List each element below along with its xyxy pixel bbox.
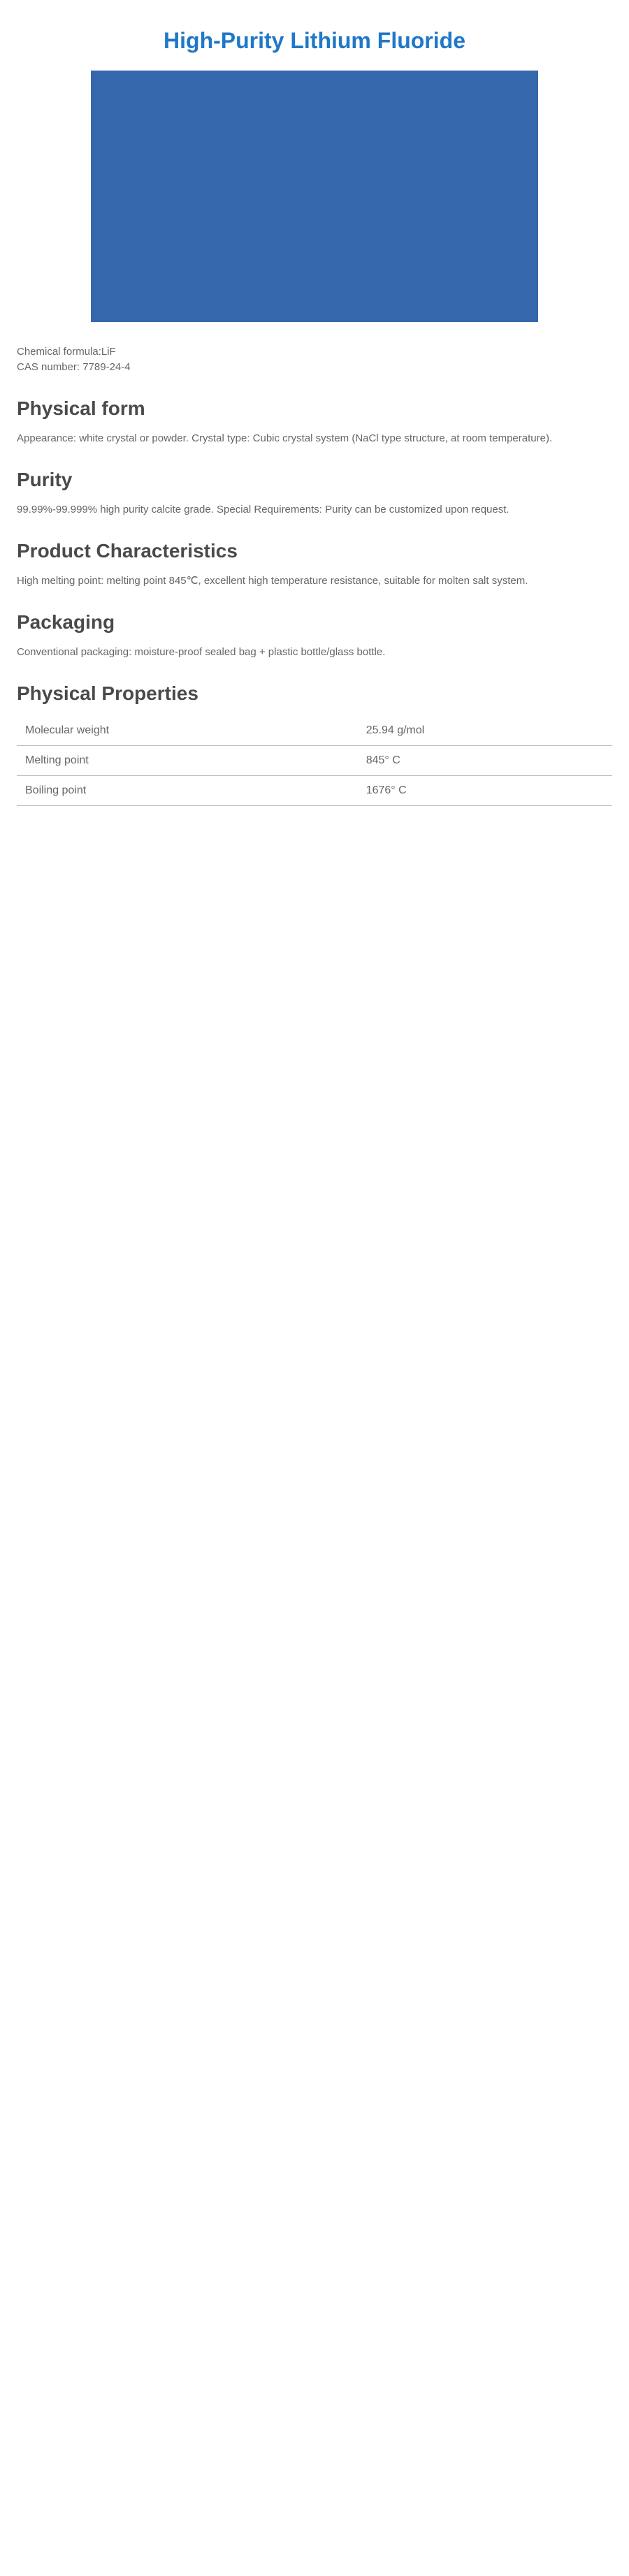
prop-name: Molecular weight (17, 716, 358, 746)
properties-title: Physical Properties (17, 682, 198, 704)
section-heading: Packaging (17, 611, 115, 633)
section-text: Conventional packaging: moisture-proof sealed bag + plastic bottle/glass bottle. (17, 646, 386, 658)
prop-value: 845° C (358, 746, 612, 776)
prop-value: 1676° C (358, 776, 612, 806)
cas-number: CAS number: 7789-24-4 (17, 361, 131, 373)
table-row (17, 746, 612, 776)
sections (17, 397, 612, 660)
section-heading: Physical form (17, 397, 145, 419)
section-text: 99.99%-99.999% high purity calcite grade. Special Requirements: Purity can be customized upon request. (17, 504, 509, 515)
prop-name: Boiling point (17, 776, 358, 806)
table-row (17, 716, 612, 746)
prop-name: Melting point (17, 746, 358, 776)
section-text: Appearance: white crystal or powder. Crystal type: Cubic crystal system (NaCl type structure, at room temperature). (17, 432, 553, 444)
section-heading: Product Characteristics (17, 540, 238, 562)
properties-table (17, 716, 612, 806)
section-heading: Purity (17, 469, 73, 490)
section-text: High melting point: melting point 845℃, excellent high temperature resistance, suitable for molten salt system. (17, 575, 528, 587)
prop-value: 25.94 g/mol (358, 716, 612, 746)
product-image (91, 71, 538, 322)
formula: Chemical formula:LiF (17, 346, 116, 358)
page-title: High-Purity Lithium Fluoride (164, 28, 465, 53)
table-row (17, 776, 612, 806)
